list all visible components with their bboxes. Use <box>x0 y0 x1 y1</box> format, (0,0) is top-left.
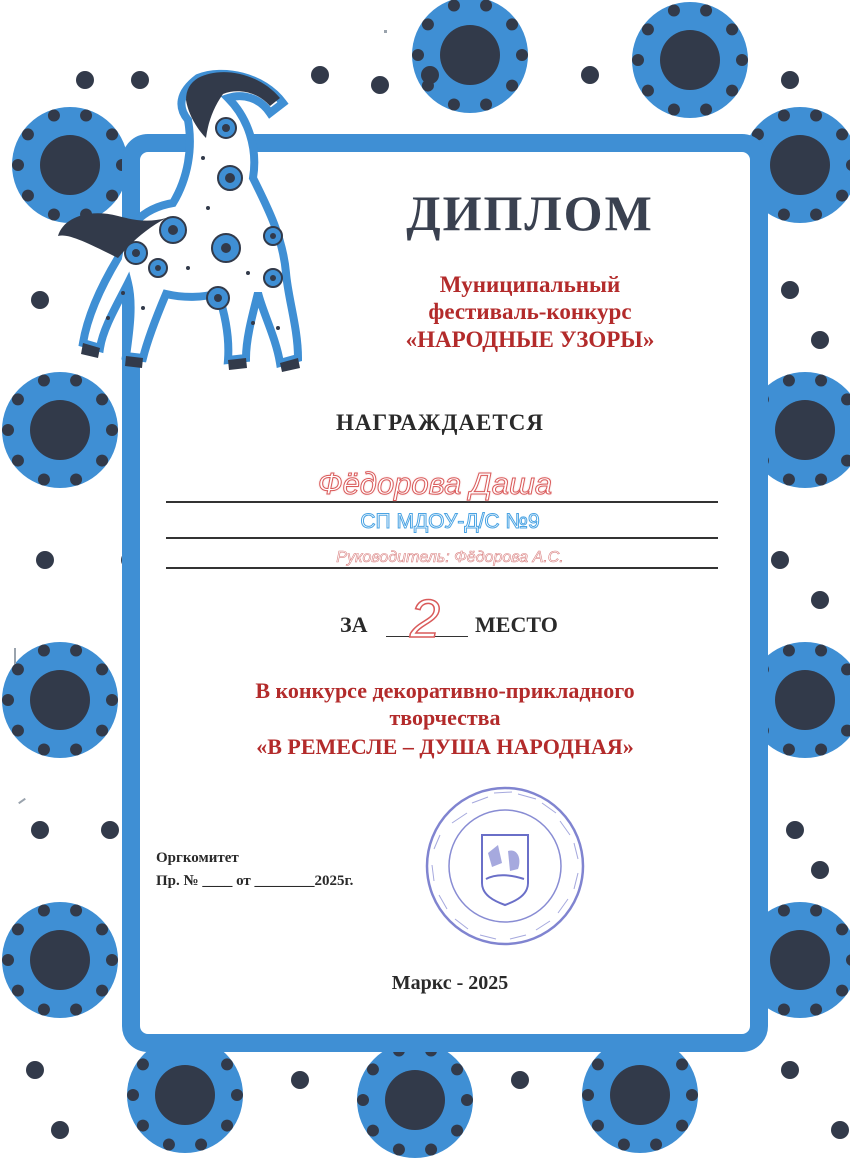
rosette-petal <box>106 694 118 706</box>
rosette-petal <box>12 393 24 405</box>
rosette-petal <box>506 18 518 30</box>
rosette-petal <box>778 905 790 917</box>
rosette-petal <box>516 49 528 61</box>
rosette-petal <box>480 98 492 110</box>
rosette-petal <box>70 645 82 657</box>
rosette-petal <box>106 424 118 436</box>
committee-label: Оргкомитет <box>156 850 239 866</box>
polka-dot <box>31 821 49 839</box>
rosette-center <box>30 930 90 990</box>
rosette-petal <box>642 23 654 35</box>
protocol-line: Пр. № ____ от ________2025г. <box>156 873 354 889</box>
rosette-petal <box>815 743 827 755</box>
rosette-petal <box>778 110 790 122</box>
rosette-petal <box>668 5 680 17</box>
rosette-petal <box>618 1138 630 1150</box>
rosette-petal <box>700 103 712 115</box>
rosette-petal <box>38 645 50 657</box>
rosette-petal <box>778 1003 790 1015</box>
dymkovo-horse-icon <box>48 58 308 388</box>
rosette-petal <box>12 985 24 997</box>
diploma-title: ДИПЛОМ <box>406 185 654 241</box>
polka-dot <box>31 291 49 309</box>
rosette-petal <box>22 128 34 140</box>
rosette-petal <box>12 159 24 171</box>
participant-name: Фёдорова Даша <box>317 466 553 501</box>
scan-speck <box>14 648 16 664</box>
rosette-petal <box>700 5 712 17</box>
scan-speck <box>384 30 387 33</box>
rosette-petal <box>422 18 434 30</box>
organization-line <box>166 537 718 539</box>
rosette-petal <box>357 1094 369 1106</box>
rosette-petal <box>676 1058 688 1070</box>
rosette-petal <box>96 923 108 935</box>
rosette-petal <box>836 190 848 202</box>
polka-dot <box>511 1071 529 1089</box>
rosette-center <box>440 25 500 85</box>
rosette-petal <box>783 743 795 755</box>
rosette-petal <box>480 0 492 12</box>
polka-dot <box>781 1061 799 1079</box>
contest-line-1: В конкурсе декоративно-прикладного <box>255 678 635 703</box>
rosette-petal <box>70 1003 82 1015</box>
polka-dot <box>26 1061 44 1079</box>
festival-line-2: фестиваль-конкурс <box>428 299 632 324</box>
place-prefix: ЗА <box>340 612 368 637</box>
contest-line-2: творчества <box>389 705 501 730</box>
festival-line-3: «НАРОДНЫЕ УЗОРЫ» <box>405 327 655 352</box>
rosette-petal <box>810 110 822 122</box>
rosette-petal <box>2 954 14 966</box>
rosette-petal <box>783 645 795 657</box>
rosette-petal <box>2 694 14 706</box>
rosette-center <box>155 1065 215 1125</box>
rosette-petal <box>163 1138 175 1150</box>
rosette-petal <box>221 1058 233 1070</box>
rosette-petal <box>448 98 460 110</box>
rosette-petal <box>70 905 82 917</box>
polka-dot <box>811 331 829 349</box>
rosette-petal <box>137 1058 149 1070</box>
rosette-petal <box>393 1143 405 1155</box>
rosette-petal <box>686 1089 698 1101</box>
rosette-petal <box>506 80 518 92</box>
rosette-petal <box>38 905 50 917</box>
rosette-petal <box>12 923 24 935</box>
rosette-petal <box>221 1120 233 1132</box>
rosette-petal <box>12 663 24 675</box>
rosette-center <box>770 135 830 195</box>
rosette-petal <box>96 393 108 405</box>
rosette-petal <box>96 455 108 467</box>
rosette-petal <box>12 455 24 467</box>
rosette-petal <box>451 1063 463 1075</box>
place-value: 2 <box>409 589 441 649</box>
official-stamp-icon <box>422 783 588 949</box>
polka-dot <box>291 1071 309 1089</box>
rosette-center <box>770 930 830 990</box>
rosette-center <box>385 1070 445 1130</box>
rosette-petal <box>70 473 82 485</box>
rosette-petal <box>642 85 654 97</box>
rosette-petal <box>632 54 644 66</box>
polka-dot <box>831 1121 849 1139</box>
rosette-petal <box>38 743 50 755</box>
rosette-center <box>775 670 835 730</box>
rosette-petal <box>22 190 34 202</box>
rosette-petal <box>815 473 827 485</box>
rosette-petal <box>815 645 827 657</box>
rosette-petal <box>367 1063 379 1075</box>
polka-dot <box>311 66 329 84</box>
awarded-heading: НАГРАЖДАЕТСЯ <box>336 410 544 435</box>
rosette-petal <box>127 1089 139 1101</box>
polka-dot <box>51 1121 69 1139</box>
rosette-petal <box>367 1125 379 1137</box>
rosette-petal <box>676 1120 688 1132</box>
rosette-petal <box>231 1089 243 1101</box>
rosette-petal <box>736 54 748 66</box>
rosette-petal <box>836 923 848 935</box>
rosette-petal <box>582 1089 594 1101</box>
rosette-petal <box>461 1094 473 1106</box>
polka-dot <box>811 861 829 879</box>
rosette-petal <box>425 1143 437 1155</box>
rosette-petal <box>137 1120 149 1132</box>
rosette-petal <box>836 128 848 140</box>
participant-organization: СП МДОУ-Д/С №9 <box>360 510 540 533</box>
rosette-petal <box>592 1120 604 1132</box>
rosette-petal <box>96 725 108 737</box>
rosette-petal <box>70 743 82 755</box>
festival-line-1: Муниципальный <box>439 272 621 297</box>
rosette-petal <box>815 375 827 387</box>
rosette-petal <box>783 473 795 485</box>
polka-dot <box>786 821 804 839</box>
rosette-center <box>30 400 90 460</box>
rosette-petal <box>96 663 108 675</box>
polka-dot <box>781 71 799 89</box>
rosette-petal <box>2 424 14 436</box>
rosette-petal <box>778 208 790 220</box>
city-year: Маркс - 2025 <box>391 972 509 994</box>
rosette-petal <box>726 85 738 97</box>
rosette-petal <box>810 1003 822 1015</box>
polka-dot <box>101 821 119 839</box>
rosette-petal <box>12 725 24 737</box>
rosette-center <box>30 670 90 730</box>
rosette-petal <box>810 905 822 917</box>
rosette-petal <box>810 208 822 220</box>
rosette-petal <box>783 375 795 387</box>
rosette-petal <box>38 473 50 485</box>
rosette-petal <box>668 103 680 115</box>
contest-line-3: «В РЕМЕСЛЕ – ДУША НАРОДНАЯ» <box>256 734 634 759</box>
polka-dot <box>811 591 829 609</box>
rosette-petal <box>451 1125 463 1137</box>
rosette-petal <box>412 49 424 61</box>
polka-dot <box>371 76 389 94</box>
rosette-petal <box>726 23 738 35</box>
rosette-petal <box>38 1003 50 1015</box>
rosette-petal <box>448 0 460 12</box>
polka-dot <box>36 551 54 569</box>
polka-dot <box>771 551 789 569</box>
rosette-petal <box>650 1138 662 1150</box>
polka-dot <box>421 66 439 84</box>
rosette-petal <box>592 1058 604 1070</box>
leader-line <box>166 567 718 569</box>
rosette-petal <box>195 1138 207 1150</box>
polka-dot <box>781 281 799 299</box>
rosette-petal <box>836 985 848 997</box>
participant-leader: Руководитель: Фёдорова А.С. <box>336 549 564 566</box>
rosette-petal <box>96 985 108 997</box>
rosette-center <box>775 400 835 460</box>
rosette-petal <box>106 954 118 966</box>
rosette-center <box>660 30 720 90</box>
place-suffix: МЕСТО <box>475 612 558 637</box>
polka-dot <box>581 66 599 84</box>
rosette-center <box>610 1065 670 1125</box>
